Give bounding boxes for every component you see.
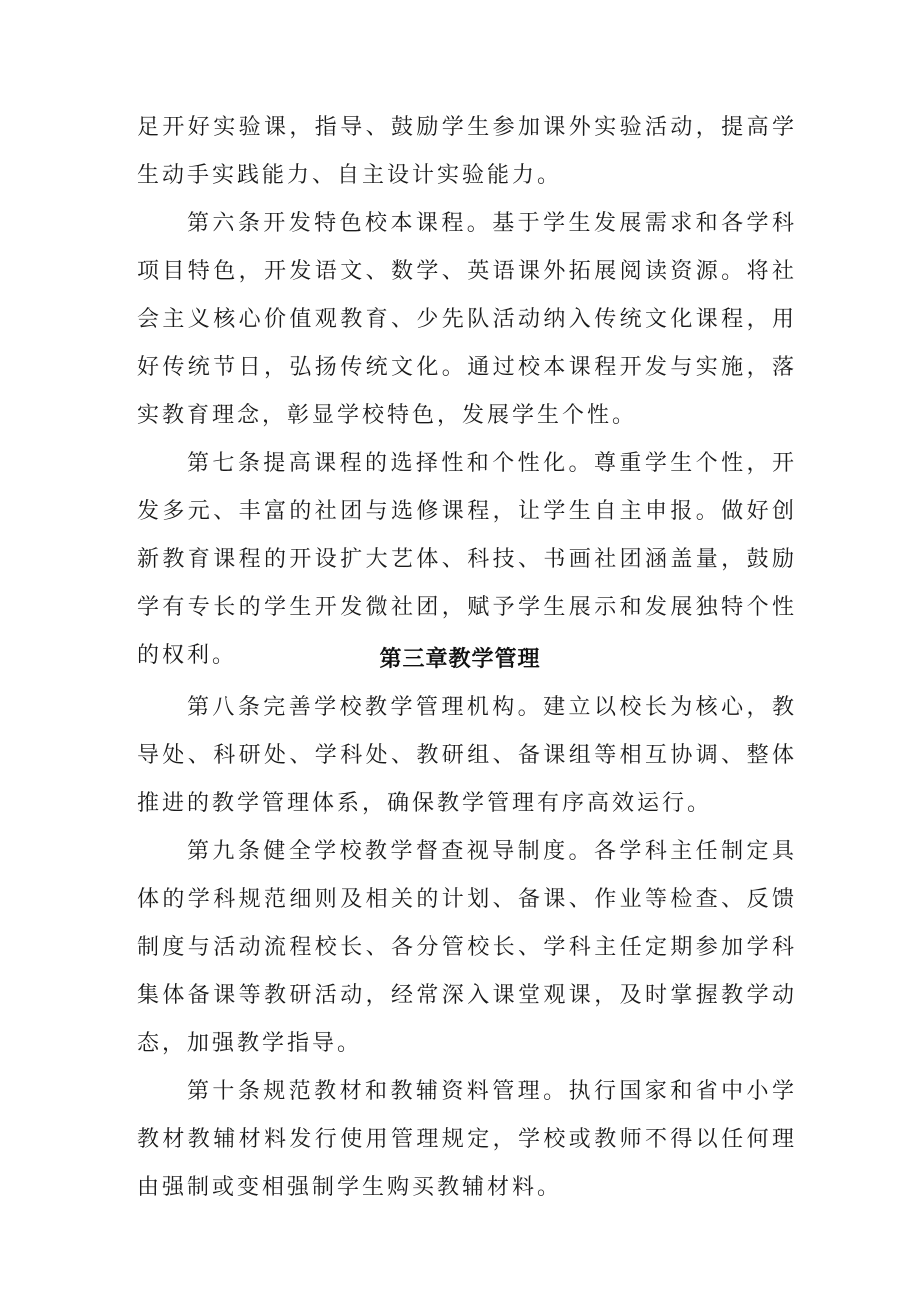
paragraph-article-10: 第十条规范教材和教辅资料管理。执行国家和省中小学教材教辅材料发行使用管理规定，学校或教师不得以任何理由强制或变相强制学生购买教辅材料。: [137, 1079, 797, 1200]
paragraph-continuation: 足开好实验课，指导、鼓励学生参加课外实验活动，提高学生动手实践能力、自主设计实验能力。: [137, 115, 797, 188]
paragraph-article-6: 第六条开发特色校本课程。基于学生发展需求和各学科项目特色，开发语文、数学、英语课外拓展阅读资源。将社会主义核心价值观教育、少先队活动纳入传统文化课程，用好传统节日，弘扬传统文化。通过校本课程开发与实施，落实教育理念，彰显学校特色，发展学生个性。: [137, 211, 797, 428]
body-text-upper: [137, 104, 797, 680]
paragraph-article-9: 第九条健全学校教学督查视导制度。各学科主任制定具体的学科规范细则及相关的计划、备课、作业等检查、反馈制度与活动流程校长、各分管校长、学科主任定期参加学科集体备课等教研活动，经常深入课堂观课，及时掌握教学动态，加强教学指导。: [137, 839, 797, 1056]
body-text-lower: [137, 684, 797, 1212]
paragraph-article-7: 第七条提高课程的选择性和个性化。尊重学生个性，开发多元、丰富的社团与选修课程，让学生自主申报。做好创新教育课程的开设扩大艺体、科技、书画社团涵盖量，鼓励学有专长的学生开发微社团，赋予学生展示和发展独特个性的权利。: [137, 451, 797, 668]
paragraph-article-8: 第八条完善学校教学管理机构。建立以校长为核心，教导处、科研处、学科处、教研组、备课组等相互协调、整体推进的教学管理体系，确保教学管理有序高效运行。: [137, 695, 797, 816]
chapter-heading: 第三章教学管理: [379, 647, 541, 672]
